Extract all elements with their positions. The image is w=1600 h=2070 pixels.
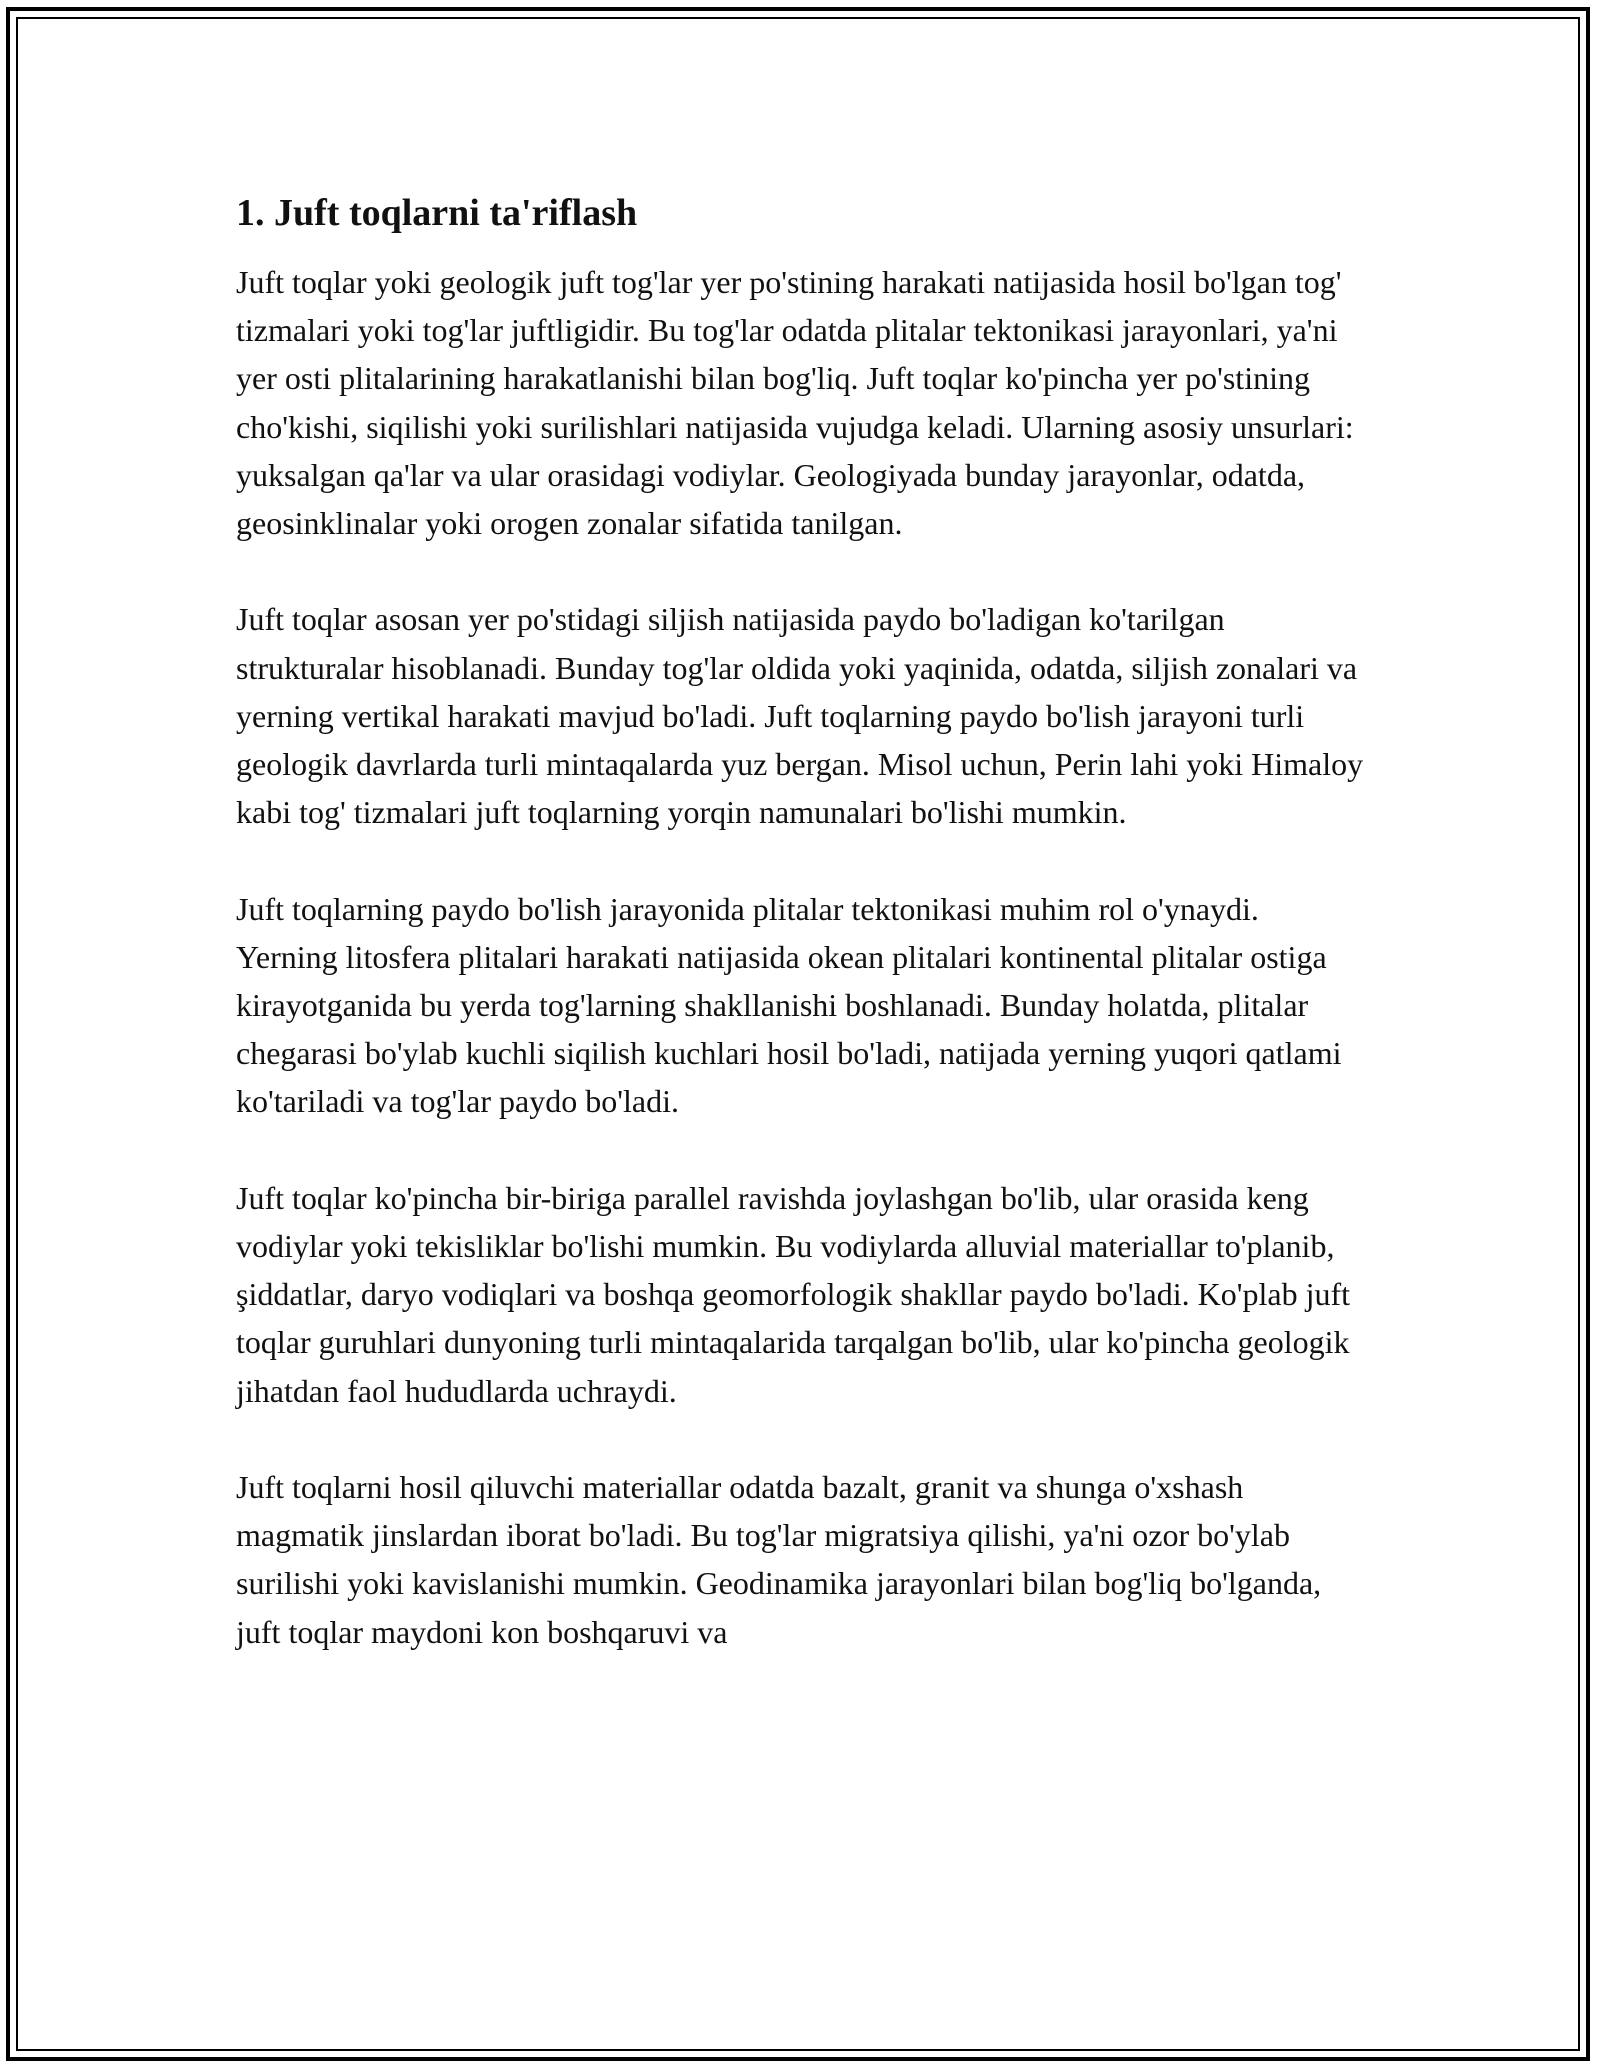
paragraph-1: Juft toqlar yoki geologik juft tog'lar yer po'stining harakati natijasida hosil bo'lgan tog' tizmalari yoki tog'lar juftligidir. Bu tog'lar odatda plitalar tektonikasi jarayonlari, ya'ni yer osti plitalarining harakatlanishi bilan bog'liq. Juft toqlar ko'pincha yer po'stining cho'kishi, siqilishi yoki surilishlari natijasida vujudga keladi. Ularning asosiy unsurlari: yuksalgan qa'lar va ular orasidagi vodiylar. Geologiyada bunday jarayonlar, odatda, geosinklinalar yoki orogen zonalar sifatida tanilgan. <box>236 264 1354 542</box>
paragraph-4: Juft toqlar ko'pincha bir-biriga parallel ravishda joylashgan bo'lib, ular orasida keng vodiylar yoki tekisliklar bo'lishi mumkin. Bu vodiylarda alluvial materiallar to'planib, şiddatlar, daryo vodiqlari va boshqa geomorfologik shakllar paydo bo'ladi. Ko'plab juft toqlar guruhlari dunyoning turli mintaqalarida tarqalgan bo'lib, ular ko'pincha geologik jihatdan faol hududlarda uchraydi. <box>236 1179 1350 1409</box>
paragraph-5: Juft toqlarni hosil qiluvchi materiallar odatda bazalt, granit va shunga o'xshash magmatik jinslardan iborat bo'ladi. Bu tog'lar migratsiya qilishi, ya'ni ozor bo'ylab surilishi yoki kavislanishi mumkin. Geodinamika jarayonlari bilan bog'liq bo'lganda, juft toqlar maydoni kon boshqaruvi va <box>236 1469 1322 1650</box>
paragraph-2: Juft toqlar asosan yer po'stidagi siljish natijasida paydo bo'ladigan ko'tarilgan strukturalar hisoblanadi. Bunday tog'lar oldida yoki yaqinida, odatda, siljish zonalari va yerning vertikal harakati mavjud bo'ladi. Juft toqlarning paydo bo'lish jarayoni turli geologik davrlarda turli mintaqalarda yuz bergan. Misol uchun, Perin lahi yoki Himaloy kabi tog' tizmalari juft toqlarning yorqin namunalari bo'lishi mumkin. <box>236 601 1364 831</box>
section-heading: 1. Juft toqlarni ta'riflash <box>236 192 638 234</box>
document-body <box>236 188 1366 1704</box>
paragraph-3: Juft toqlarning paydo bo'lish jarayonida plitalar tektonikasi muhim rol o'ynaydi. Yerning litosfera plitalari harakati natijasida okean plitalari kontinental plitalar ostiga kirayotganida bu yerda tog'larning shakllanishi boshlanadi. Bunday holatda, plitalar chegarasi bo'ylab kuchli siqilish kuchlari hosil bo'ladi, natijada yerning yuqori qatlami ko'tariladi va tog'lar paydo bo'ladi. <box>236 890 1342 1120</box>
